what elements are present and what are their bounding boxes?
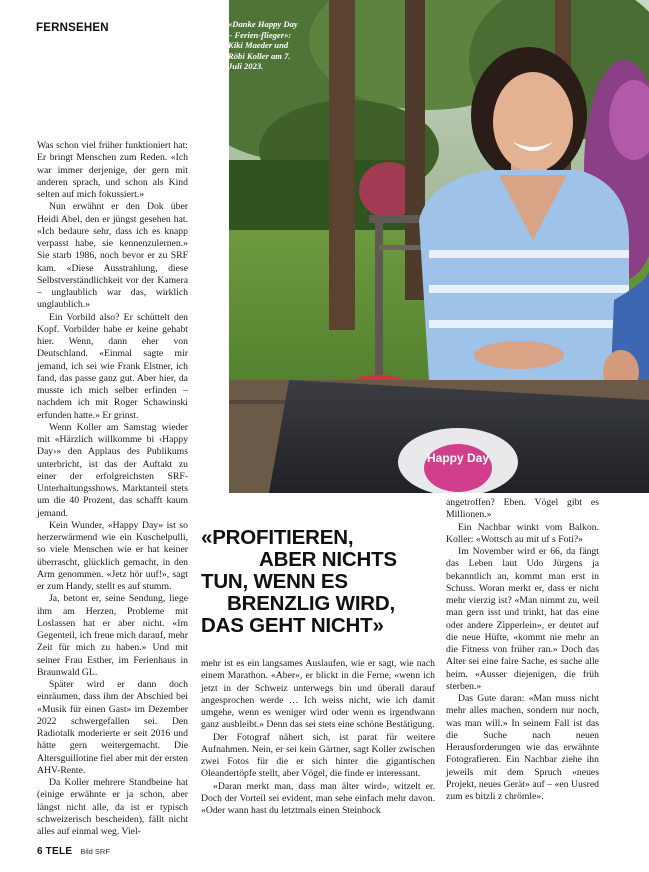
text-column-3 bbox=[446, 497, 599, 803]
paragraph: Später wird er dann doch einräumen, dass ihm der Abschied bei «Musik für einen Gast» im Dezember 2022 schwergefallen sei. Den Radiotalk moderierte er seit 2016 und hätte gern weitergemacht. Die Altersguillotine fiel aber mit der ersten AHV-Rente. bbox=[37, 679, 188, 776]
paragraph: Der Fotograf nähert sich, ist parat für weitere Aufnahmen. Nein, er sei kein Gärtner, sagt Koller zwischen zwei Fotos für die er sich hinter die gigantischen Oleandertöpfe stellt, aber Vögel, die finde er interessant. bbox=[201, 731, 435, 780]
page-number: 6 bbox=[37, 846, 43, 857]
photo-credit: Bild SRF bbox=[80, 847, 110, 856]
paragraph: Nun erwähnt er den Dok über Heidi Abel, den er jüngst gesehen hat. «Ich bedaure sehr, dass ich es knapp verpasst habe, sie kennenzulernen.» Sie starb 1986, noch bevor er zu SRF kam. «Diese Ausstrahlung, diese Selbstverständlichkeit vor der Kamera – unglaublich war das, wirklich unglaublich.» bbox=[37, 201, 188, 311]
paragraph: «Daran merkt man, dass man älter wird», witzelt er. Doch der Vorteil sei evident, man sehe einfach mehr davon. «Oder wann hast du letztmals einen Steinbock bbox=[201, 780, 435, 816]
photo-caption: «Danke Happy Day – Ferien-flieger»: Kiki Maeder und Röbi Koller am 7. Juli 2023. bbox=[228, 19, 298, 72]
paragraph: Im November wird er 66, da fängt das Leben laut Udo Jürgens ja bekanntlich an, kommt man erst in Schuss. Woran merkt er, dass er nicht mehr vierzig ist? «Man nimmt zu, weil man gern isst und trinkt, hat das eine oder andere Zipperlein», er deutet auf die neue Hüfte, «kommt nie mehr an die Fitness von früher ran.» Doch das Alter sei eine faire Sache, es suche alle heim. «Ausser diejenigen, die früh sterben.» bbox=[446, 546, 599, 692]
paragraph: mehr ist es ein langsames Auslaufen, wie er sagt, wie nach einem Marathon. «Aber», er blickt in die Ferne, «wenn ich jetzt in der Schweiz unterwegs bin und überall darauf angesprochen werde … Ich weiss nicht, wie ich damit umgehe, wenn es weniger wird oder wenn es irgendwann ganz ausbleibt.» Denn das sei stets eine schöne Bestätigung. bbox=[201, 658, 435, 731]
pull-quote-line: DAS GEHT NICHT» bbox=[201, 614, 384, 637]
paragraph: Ein Vorbild also? Er schüttelt den Kopf. Vorbilder habe er keine gehabt hier. Wenn, dann eher von Deutschland. «Einmal sagte mir jemand, ich sei wie Frank Elstner, ich fand, das passe ganz gut. Aber hier, da musste ich mich selber erfinden – nachdem ich mit Roger Schawinski erfunden hatte.» Er grinst. bbox=[37, 311, 188, 421]
section-label: FERNSEHEN bbox=[36, 22, 109, 34]
paragraph: Was schon viel früher funktioniert hat: Er bringt Menschen zum Reden. «Ich war immer derjenige, der gern mit anderen sprach, und schon als Kind selten auf mich fokussiert.» bbox=[37, 140, 188, 200]
laptop-sticker-text: Happy Day bbox=[426, 451, 490, 465]
article-photo bbox=[229, 0, 649, 493]
paragraph: Ein Nachbar winkt vom Balkon. Koller: «Wottsch au mit uf s Foti?» bbox=[446, 521, 599, 545]
page-footer bbox=[37, 846, 110, 857]
text-column-1 bbox=[37, 140, 188, 838]
paragraph: angetroffen? Eben. Vögel gibt es Millionen.» bbox=[446, 497, 599, 521]
paragraph: Ja, betont er, seine Sendung, liege ihm am Herzen, Probleme mit Loslassen hat er aber nicht. «Im Gegenteil, ich freue mich darauf, mehr Zeit für mich zu haben.» Und mit seiner Frau Esther, im Ferienhaus in Braunwald GL. bbox=[37, 593, 188, 678]
pull-quote-line: ABER NICHTS bbox=[259, 548, 397, 571]
pull-quote-line: TUN, WENN ES bbox=[201, 570, 348, 593]
pull-quote bbox=[201, 527, 437, 637]
magazine-name: TELE bbox=[45, 846, 73, 857]
paragraph: Da Koller mehrere Standbeine hat (einige erwähnte er ja schon, aber längst nicht alle, da ist er typisch schweizerisch bescheiden), fällt nicht alles auf einmal weg. Viel- bbox=[37, 777, 188, 837]
paragraph: Wenn Koller am Samstag wieder mit «Härzlich willkomme bi ‹Happy Day›» den Applaus des Publikums unterbricht, ist das der Auftakt zu einer der erfolgreichsten SRF-Unterhaltungsshows. Marktanteil stets um die 40 Prozent, das schafft kaum jemand. bbox=[37, 421, 188, 519]
pull-quote-line: «PROFITIEREN, bbox=[201, 526, 354, 549]
paragraph: Das Gute daran: «Man muss nicht mehr alles machen, sondern nur noch, was man will.» In seinem Fall ist das die Suche nach neuen Herausforderungen wie das erwähnte Fotografieren. Ein Nachbar ziehe ihn jeweils mit dem Spruch «neues Projekt, neues Gerät» auf – «en Uusred zum es bitzli z chrömle». bbox=[446, 693, 599, 802]
pull-quote-line: BRENZLIG WIRD, bbox=[227, 592, 396, 615]
text-column-2 bbox=[201, 658, 435, 817]
paragraph: Kein Wunder, «Happy Day» ist so herzerwärmend wie ein Kuschelpulli, so viele Menschen wie er hat keiner überrascht, glücklich gemacht, in den Arm genommen. «Jetz hör uuf!», sagt er zum Handy, stellt es auf stumm. bbox=[37, 519, 188, 592]
